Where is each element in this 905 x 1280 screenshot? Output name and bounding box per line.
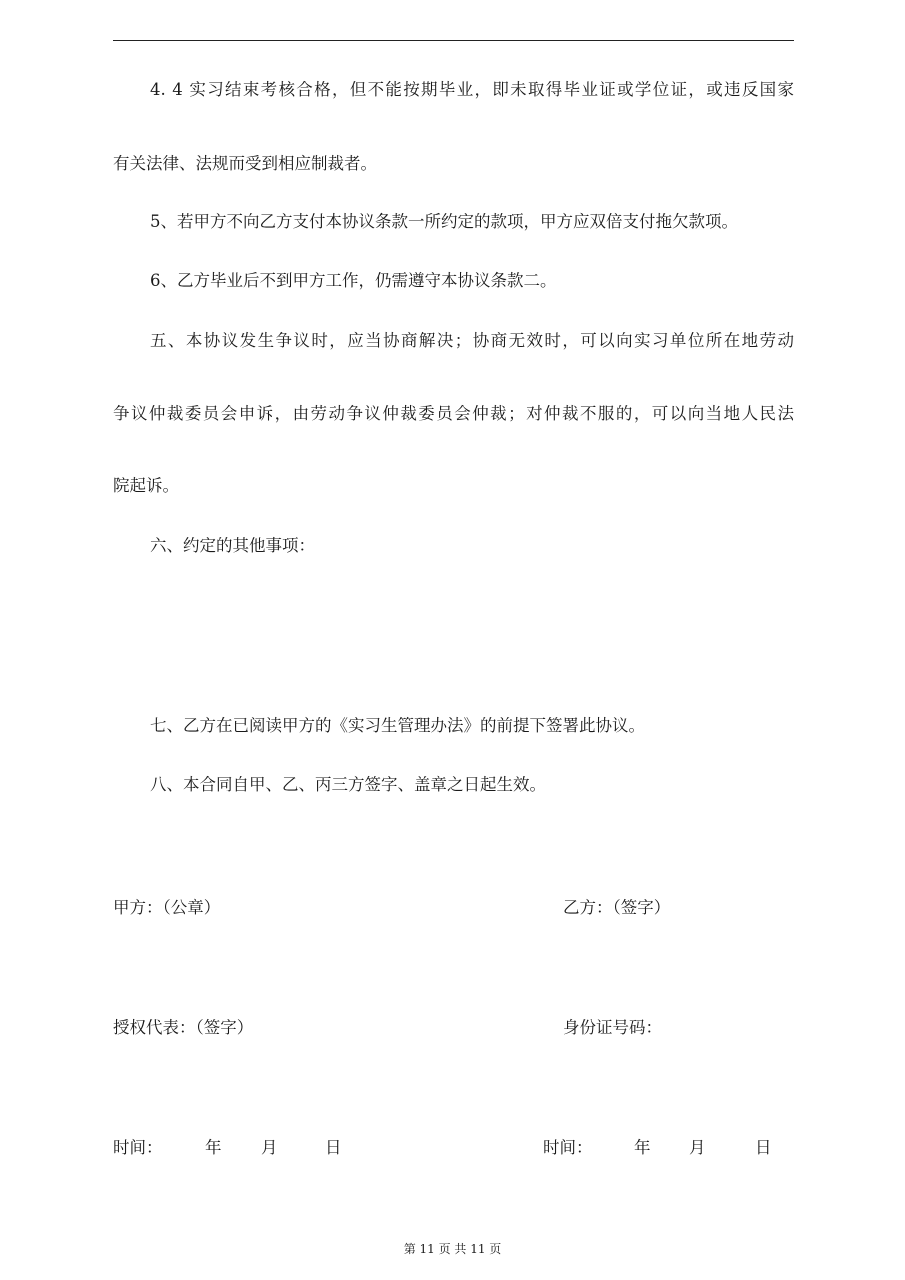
time-label-a: 时间： [113,1138,163,1157]
clause-6: 6、乙方毕业后不到甲方工作，仍需遵守本协议条款二。 [150,271,557,290]
section-5-line-2: 争议仲裁委员会申诉，由劳动争议仲裁委员会仲裁；对仲裁不服的，可以向当地人民法 [113,404,794,423]
month-label-a: 月 [261,1138,278,1157]
section-5-line-3: 院起诉。 [113,476,179,495]
year-label-b: 年 [634,1138,651,1157]
authorized-rep-label: 授权代表：（签字） [113,1018,254,1037]
party-b-signature-label: 乙方：（签字） [563,898,671,917]
party-a-seal-label: 甲方：（公章） [113,898,221,917]
time-label-b: 时间： [543,1138,593,1157]
section-8: 八、本合同自甲、乙、丙三方签字、盖章之日起生效。 [150,775,546,794]
section-5-line-1: 五、本协议发生争议时，应当协商解决；协商无效时，可以向实习单位所在地劳动 [150,331,794,350]
section-6: 六、约定的其他事项： [150,536,315,555]
header-rule [113,40,794,41]
day-label-b: 日 [755,1138,772,1157]
section-7: 七、乙方在已阅读甲方的《实习生管理办法》的前提下签署此协议。 [150,716,645,735]
month-label-b: 月 [689,1138,706,1157]
page-footer: 第 11 页 共 11 页 [403,1242,502,1256]
day-label-a: 日 [325,1138,342,1157]
clause-5: 5、若甲方不向乙方支付本协议条款一所约定的款项，甲方应双倍支付拖欠款项。 [150,212,738,231]
clause-4-4-line-1: 4. 4 实习结束考核合格，但不能按期毕业，即未取得毕业证或学位证，或违反国家 [150,80,794,99]
id-number-label: 身份证号码： [563,1018,662,1037]
year-label-a: 年 [205,1138,222,1157]
clause-4-4-line-2: 有关法律、法规而受到相应制裁者。 [113,154,377,173]
